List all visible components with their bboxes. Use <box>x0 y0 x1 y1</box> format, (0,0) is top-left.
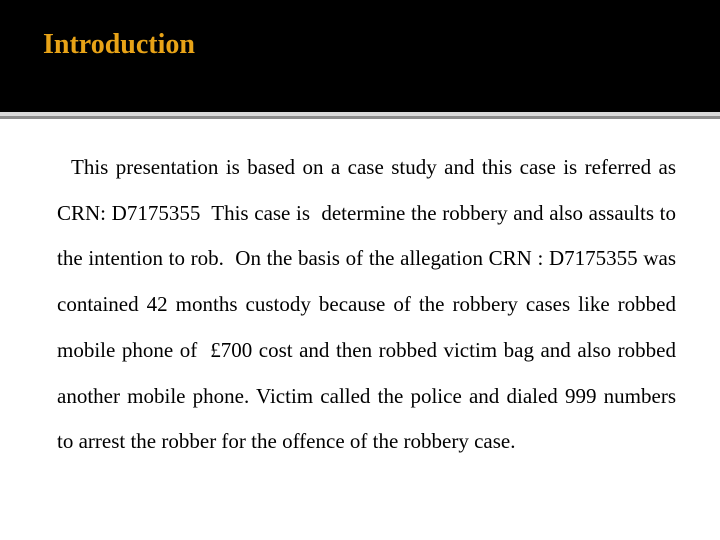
title-bar <box>0 0 720 112</box>
slide-body-text: This presentation is based on a case study and this case is referred as CRN: D7175355 This case is determine the robbery and also assaults to the intention to rob. On the basis of the allegation CRN : D7175355 was contained 42 months custody because of the robbery cases like robbed mobile phone of £700 cost and then robbed victim bag and also robbed another mobile phone. Victim called the police and dialed 999 numbers to arrest the robber for the offence of the robbery case. <box>57 155 682 454</box>
title-divider-dark <box>0 116 720 119</box>
slide-title: Introduction <box>43 29 195 60</box>
